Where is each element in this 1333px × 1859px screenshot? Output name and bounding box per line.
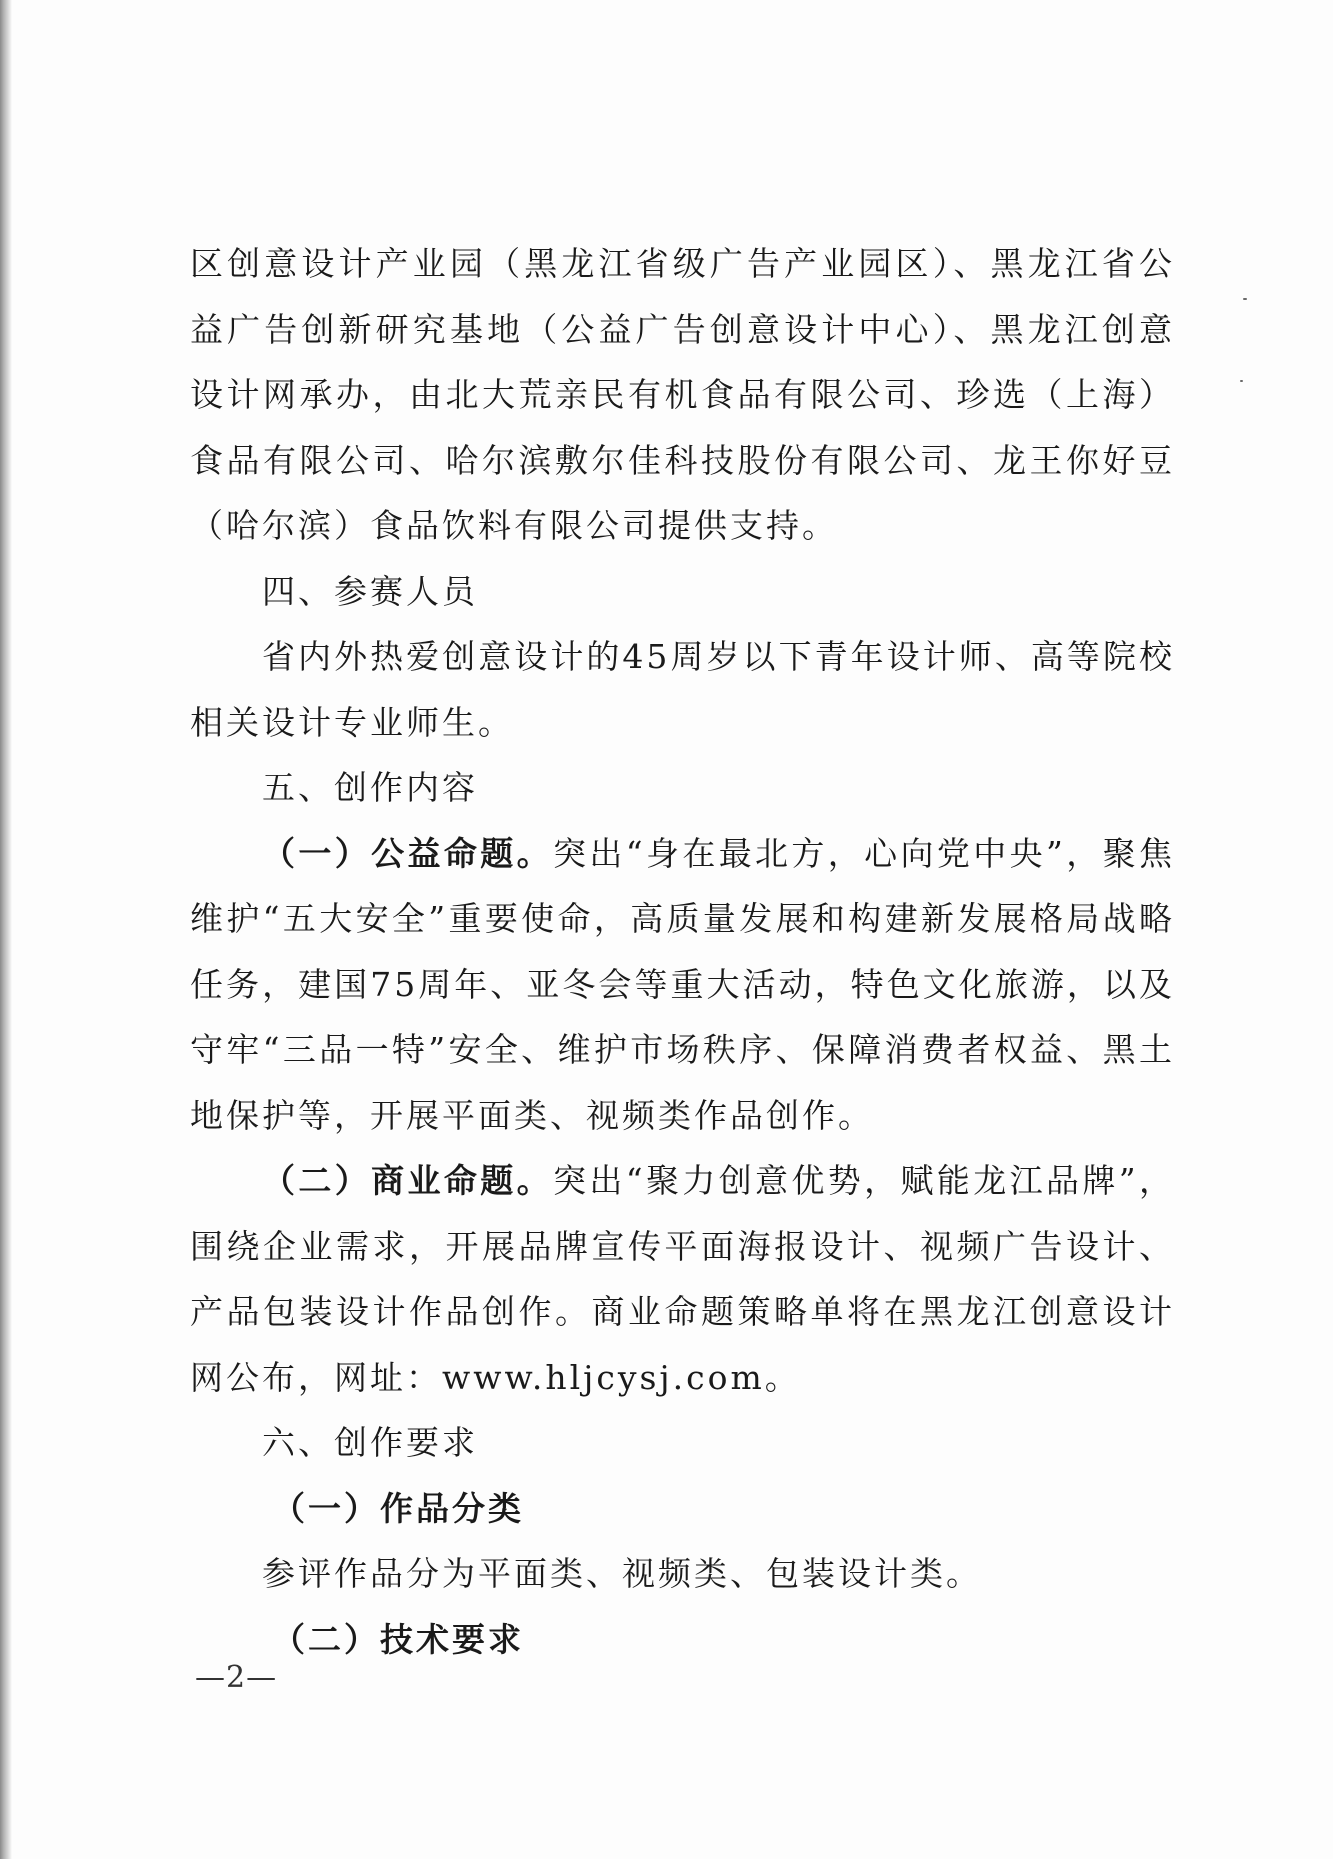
commercial-topic-lead: （二）商业命题。 bbox=[262, 1161, 553, 1200]
paragraph-commercial-topic bbox=[190, 1148, 1175, 1410]
public-topic-lead: （一）公益命题。 bbox=[262, 833, 553, 873]
scan-speck bbox=[1240, 380, 1243, 382]
subheading-work-categories: （一）作品分类 bbox=[272, 1488, 524, 1528]
section-heading-participants: 四、参赛人员 bbox=[262, 571, 478, 611]
paragraph-work-categories: 参评作品分为平面类、视频类、包装设计类。 bbox=[262, 1554, 982, 1593]
subheading-technical-requirements: （二）技术要求 bbox=[272, 1619, 524, 1659]
section-heading-content: 五、创作内容 bbox=[262, 768, 478, 807]
public-topic-body: 突出“身在最北方，心向党中央”，聚焦维护“五大安全”重要使命，高质量发展和构建新发展格局战略任务，建国75周年、亚冬会等重大活动，特色文化旅游，以及守牢“三品一特”安全、维护市场秩序、保障消费者权益、黑土地保护等，开展平面类、视频类作品创作。 bbox=[190, 833, 1175, 1135]
paragraph-public-topic bbox=[190, 821, 1175, 1149]
page-number: —2— bbox=[195, 1660, 278, 1695]
commercial-topic-body: 突出“聚力创意优势，赋能龙江品牌”，围绕企业需求，开展品牌宣传平面海报设计、视频广告设计、产品包装设计作品创作。商业命题策略单将在黑龙江创意设计网公布，网址：www.hljcysj.com。 bbox=[190, 1161, 1175, 1397]
section-heading-requirements: 六、创作要求 bbox=[262, 1423, 478, 1462]
document-body bbox=[190, 231, 1175, 1672]
scan-speck bbox=[1243, 298, 1247, 300]
paragraph-continuation: 区创意设计产业园（黑龙江省级广告产业园区）、黑龙江省公益广告创新研究基地（公益广告创意设计中心）、黑龙江创意设计网承办，由北大荒亲民有机食品有限公司、珍选（上海）食品有限公司、哈尔滨敷尔佳科技股份有限公司、龙王你好豆（哈尔滨）食品饮料有限公司提供支持。 bbox=[190, 244, 1175, 545]
paragraph-participants: 省内外热爱创意设计的45周岁以下青年设计师、高等院校相关设计专业师生。 bbox=[190, 637, 1175, 742]
scan-edge-shadow bbox=[0, 0, 12, 1859]
